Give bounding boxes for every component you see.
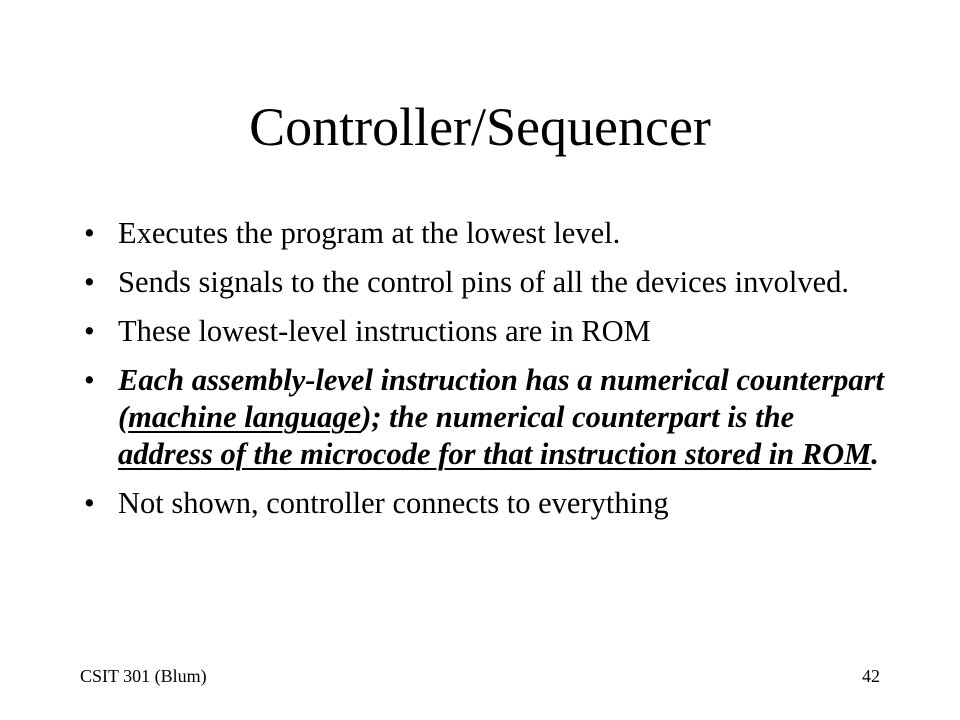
bullet-marker: • xyxy=(84,265,95,299)
bullet-marker: • xyxy=(84,314,95,348)
bullet-marker: • xyxy=(84,363,95,397)
microcode-address-underlined: address of the microcode for that instruction stored in ROM xyxy=(118,437,872,471)
bullet-marker: • xyxy=(84,216,95,250)
emphasis-text-part2: ); the numerical counterpart is the xyxy=(361,400,795,434)
slide-title: Controller/Sequencer xyxy=(249,97,711,157)
bullet-list xyxy=(84,215,884,534)
bullet-text: Executes the program at the lowest level. xyxy=(118,216,621,250)
bullet-text: These lowest-level instructions are in ROM xyxy=(118,314,651,348)
bullet-item xyxy=(84,485,884,522)
machine-language-underlined: machine language xyxy=(128,400,362,434)
bullet-item xyxy=(84,264,884,301)
emphasis-bullet-item xyxy=(84,362,884,473)
bullet-text: Not shown, controller connects to everything xyxy=(118,486,669,520)
bullet-item xyxy=(84,215,884,252)
footer-course: CSIT 301 (Blum) xyxy=(80,666,207,686)
emphasis-text-part3: . xyxy=(871,437,879,471)
bullet-item xyxy=(84,313,884,350)
footer-page-number: 42 xyxy=(862,666,880,686)
bullet-text: Sends signals to the control pins of all the devices involved. xyxy=(118,265,850,299)
emphasis-text-part1: Each assembly-level instruction has a numerical counterpart ( xyxy=(118,363,884,434)
bullet-marker: • xyxy=(84,486,95,520)
